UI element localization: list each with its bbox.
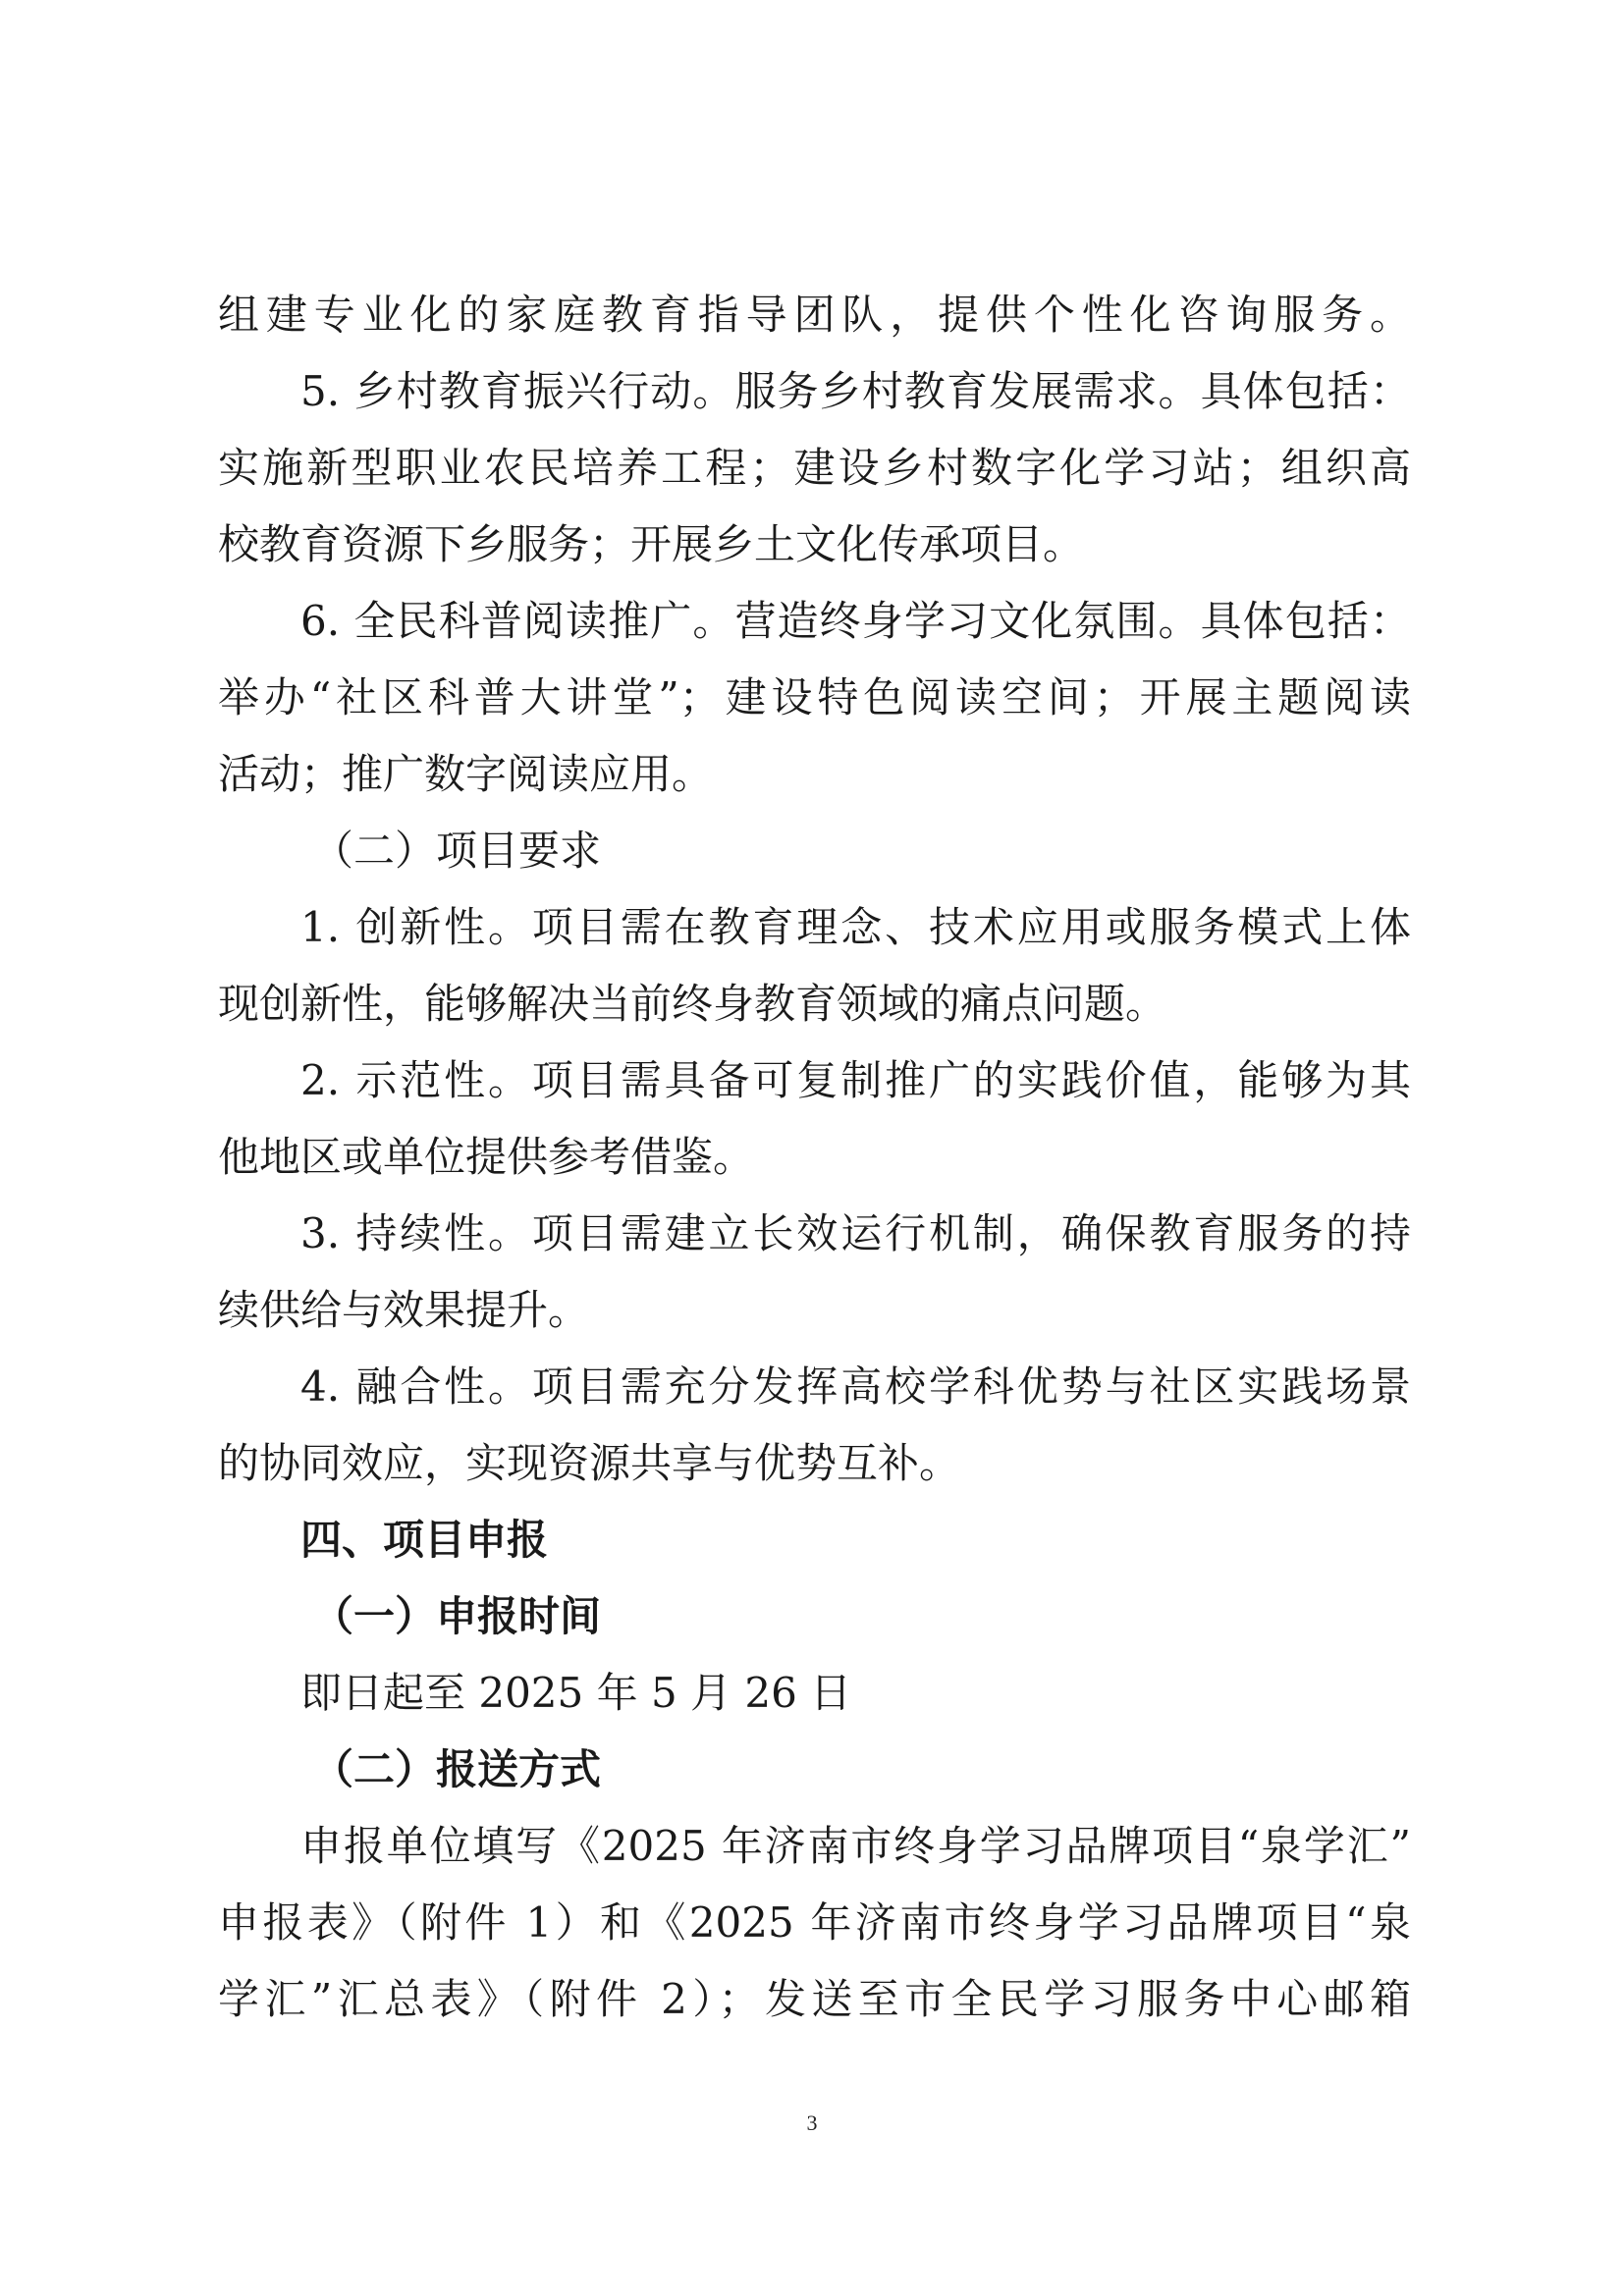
- paragraph-line: 即日起至 2025 年 5 月 26 日: [300, 1669, 852, 1717]
- paragraph-line: 6. 全民科普阅读推广。营造终身学习文化氛围。具体包括：: [300, 597, 1411, 645]
- paragraph-line: 校教育资源下乡服务；开展乡土文化传承项目。: [218, 520, 1085, 568]
- paragraph-line: 续供给与效果提升。: [218, 1286, 590, 1334]
- page-number: 3: [806, 2110, 818, 2135]
- paragraph-line: 1. 创新性。项目需在教育理念、技术应用或服务模式上体: [300, 903, 1411, 951]
- paragraph-line: 3. 持续性。项目需建立长效运行机制，确保教育服务的持: [300, 1209, 1411, 1257]
- paragraph-line: 现创新性，能够解决当前终身教育领域的痛点问题。: [218, 980, 1167, 1028]
- paragraph-line: 的协同效应，实现资源共享与优势互补。: [218, 1439, 961, 1487]
- paragraph-line: 组建专业化的家庭教育指导团队，提供个性化咨询服务。: [218, 291, 1411, 339]
- paragraph-line: 学汇”汇总表》（附件 2）；发送至市全民学习服务中心邮箱: [218, 1975, 1411, 2023]
- paragraph-line: 活动；推广数字阅读应用。: [218, 750, 714, 798]
- paragraph-line: 他地区或单位提供参考借鉴。: [218, 1133, 755, 1181]
- paragraph-line: 4. 融合性。项目需充分发挥高校学科优势与社区实践场景: [300, 1362, 1411, 1411]
- section-heading: 四、项目申报: [300, 1516, 549, 1564]
- paragraph-line: 2. 示范性。项目需具备可复制推广的实践价值，能够为其: [300, 1056, 1411, 1104]
- paragraph-line: 申报表》（附件 1）和《2025 年济南市终身学习品牌项目“泉: [218, 1898, 1411, 1947]
- subsection-heading: （二）报送方式: [312, 1745, 602, 1793]
- subsection-heading: （二）项目要求: [312, 827, 602, 875]
- subsection-heading: （一）申报时间: [312, 1592, 602, 1640]
- document-body: [218, 277, 1411, 2038]
- paragraph-line: 5. 乡村教育振兴行动。服务乡村教育发展需求。具体包括：: [300, 367, 1411, 415]
- paragraph-line: 申报单位填写《2025 年济南市终身学习品牌项目“泉学汇”: [300, 1822, 1411, 1870]
- paragraph-line: 实施新型职业农民培养工程；建设乡村数字化学习站；组织高: [218, 444, 1411, 492]
- paragraph-line: 举办“社区科普大讲堂”；建设特色阅读空间；开展主题阅读: [218, 673, 1411, 721]
